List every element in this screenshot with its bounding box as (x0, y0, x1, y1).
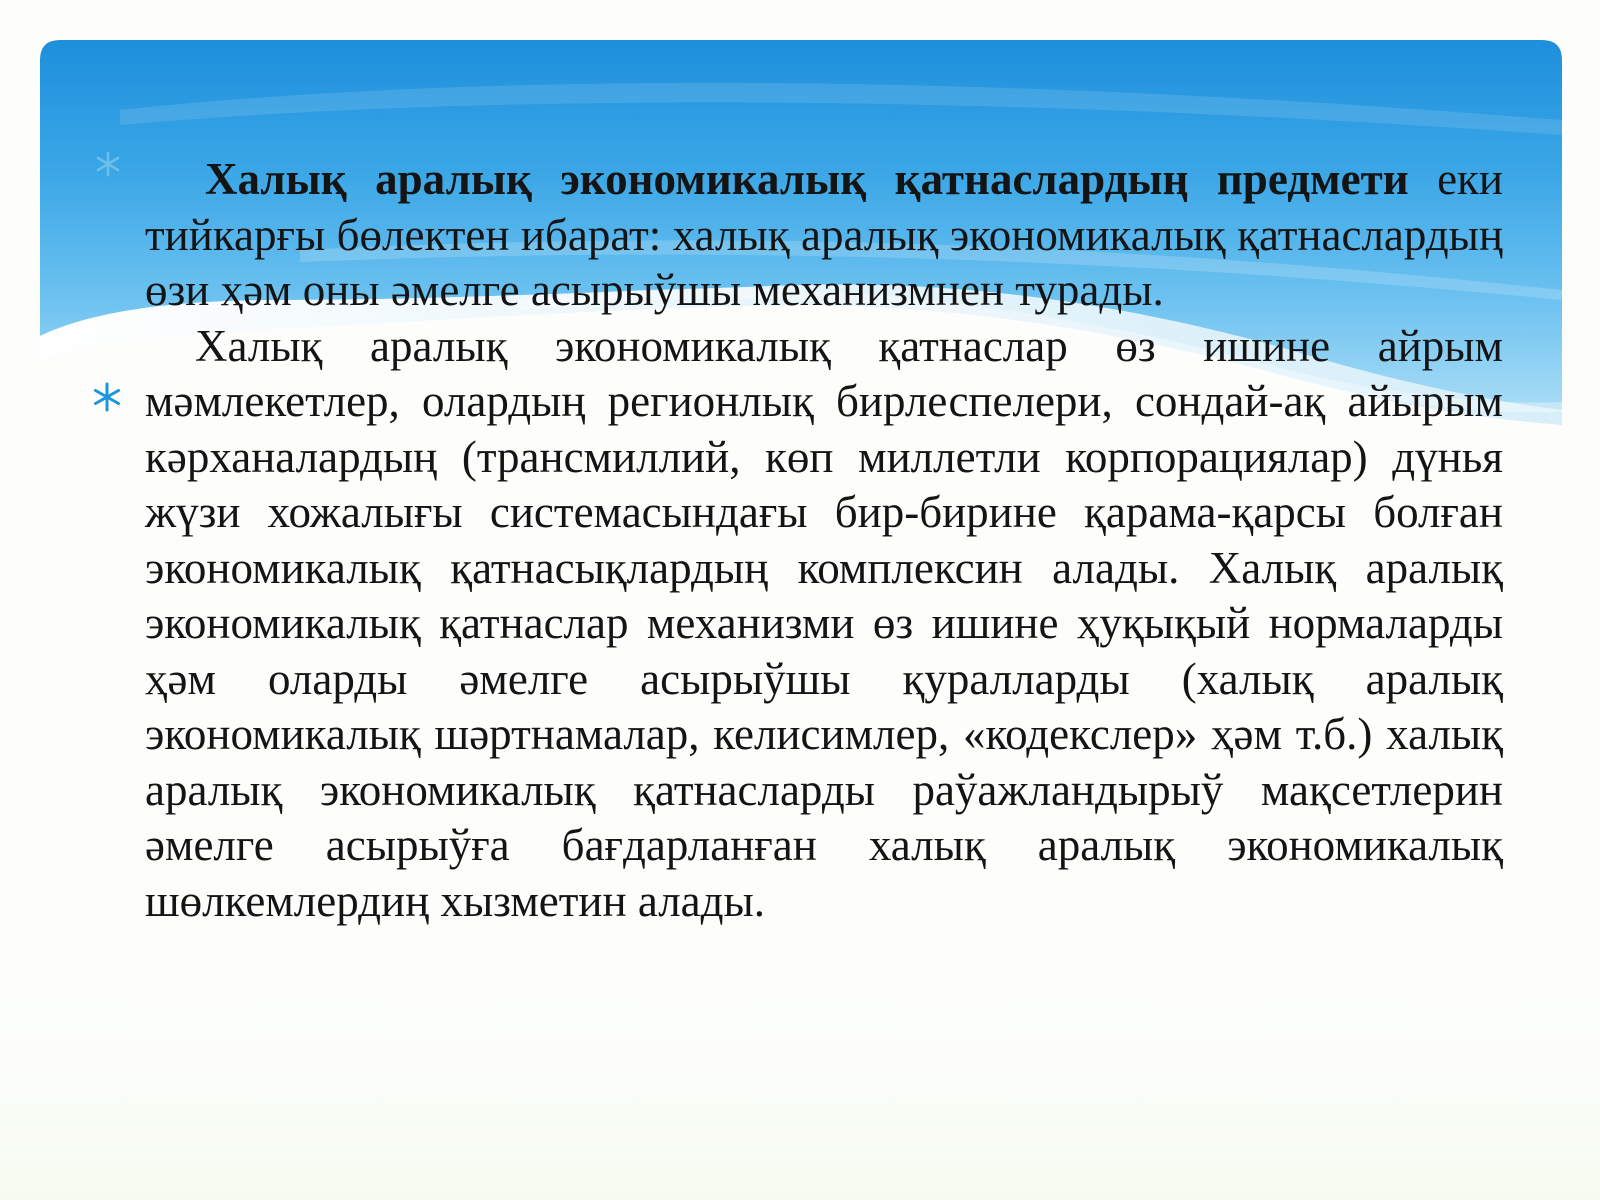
paragraph-subject-text: еки тийкарғы бөлектен ибарат: халық аралық экономикалық қатнаслардың өзи ҳәм оны әмелге асырыўшы механизмнен турады. (145, 154, 1504, 315)
faint-bullet-icon (94, 150, 122, 178)
slide-text-body (145, 152, 1503, 929)
asterisk-bullet-icon (92, 382, 122, 412)
paragraph-relations (145, 319, 1503, 930)
paragraph-relations-text: Халық аралық экономикалық қатнаслар өз ишине айрым мәмлекетлер, олардың регионлық бирлеспелери, сондай-ақ айырым кәрханалардың (трансмиллий, көп миллетли корпорациялар) дүнья жүзи хожалығы системасындағы бир-бирине қарама-қарсы болған экономикалық қатнасықлардың комплексин алады. Халық аралық экономикалық қатнаслар механизми өз ишине ҳуқықый нормаларды ҳәм оларды әмелге асырыўшы қуралларды (халық аралық экономикалық шәртнамалар, келисимлер, «кодекслер» ҳәм т.б.) халық аралық экономикалық қатнасларды раўажландырыў мақсетлерин әмелге асырыўға бағдарланған халық аралық экономикалық шөлкемлердиң хызметин алады. (145, 320, 1503, 926)
paragraph-lead-bold: Халық аралық экономикалық қатнаслардың предмети (205, 154, 1409, 204)
paragraph-subject (145, 152, 1503, 319)
